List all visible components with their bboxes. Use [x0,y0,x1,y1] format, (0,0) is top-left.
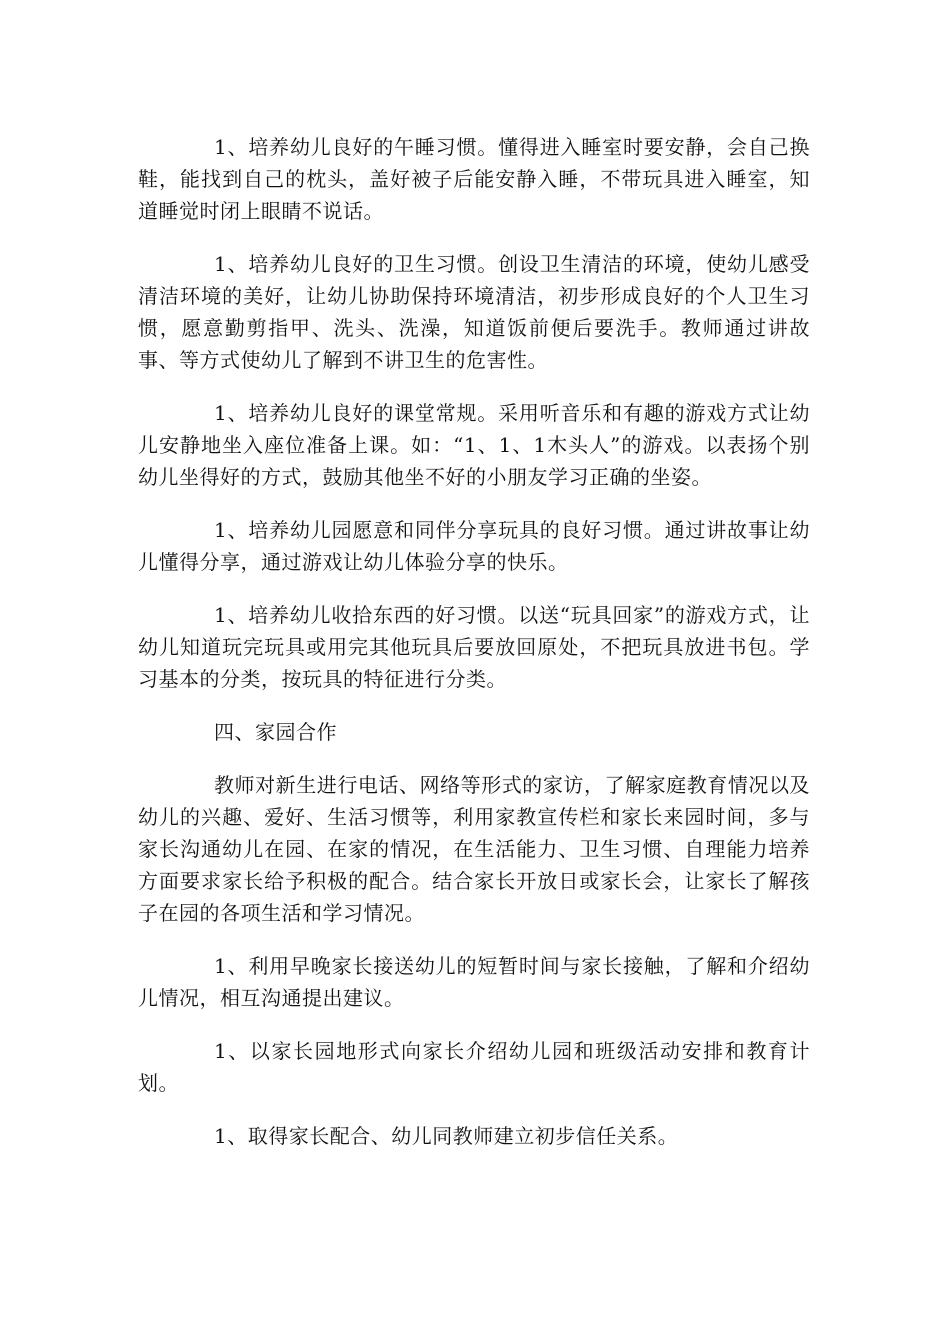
section-heading-home-school: 四、家园合作 [214,720,337,744]
paragraph-classroom-routine: 1、培养幼儿良好的课堂常规。采用听音乐和有趣的游戏方式让幼儿安静地坐入座位准备上课。如：“1、1、1木头人”的游戏。以表扬个别幼儿坐得好的方式，鼓励其他坐不好的小朋友学习正确的坐姿。 [138,401,810,489]
paragraph-home-visits: 教师对新生进行电话、网络等形式的家访，了解家庭教育情况以及幼儿的兴趣、爱好、生活习惯等，利用家教宣传栏和家长来园时间，多与家长沟通幼儿在园、在家的情况，在生活能力、卫生习惯、自理能力培养方面要求家长给予积极的配合。结合家长开放日或家长会，让家长了解孩子在园的各项生活和学习情况。 [138,773,810,925]
paragraph-tidying-habit: 1、培养幼儿收拾东西的好习惯。以送“玩具回家”的游戏方式，让幼儿知道玩完玩具或用完其他玩具后要放回原处，不把玩具放进书包。学习基本的分类，按玩具的特征进行分类。 [138,603,810,691]
paragraph-parent-contact: 1、利用早晚家长接送幼儿的短暂时间与家长接触，了解和介绍幼儿情况，相互沟通提出建议。 [138,954,810,1010]
paragraph-trust: 1、取得家长配合、幼儿同教师建立初步信任关系。 [214,1124,679,1148]
paragraph-parent-board: 1、以家长园地形式向家长介绍幼儿园和班级活动安排和教育计划。 [138,1039,810,1095]
paragraph-sharing-toys: 1、培养幼儿园愿意和同伴分享玩具的良好习惯。通过讲故事让幼儿懂得分享，通过游戏让幼儿体验分享的快乐。 [138,518,810,574]
paragraph-nap-habit: 1、培养幼儿良好的午睡习惯。懂得进入睡室时要安静，会自己换鞋，能找到自己的枕头，盖好被子后能安静入睡，不带玩具进入睡室，知道睡觉时闭上眼睛不说话。 [138,135,810,223]
paragraph-hygiene-habit: 1、培养幼儿良好的卫生习惯。创设卫生清洁的环境，使幼儿感受清洁环境的美好，让幼儿协助保持环境清洁，初步形成良好的个人卫生习惯，愿意勤剪指甲、洗头、洗澡，知道饭前便后要洗手。教师通过讲故事、等方式使幼儿了解到不讲卫生的危害性。 [138,252,810,372]
document-page [138,131,810,1173]
